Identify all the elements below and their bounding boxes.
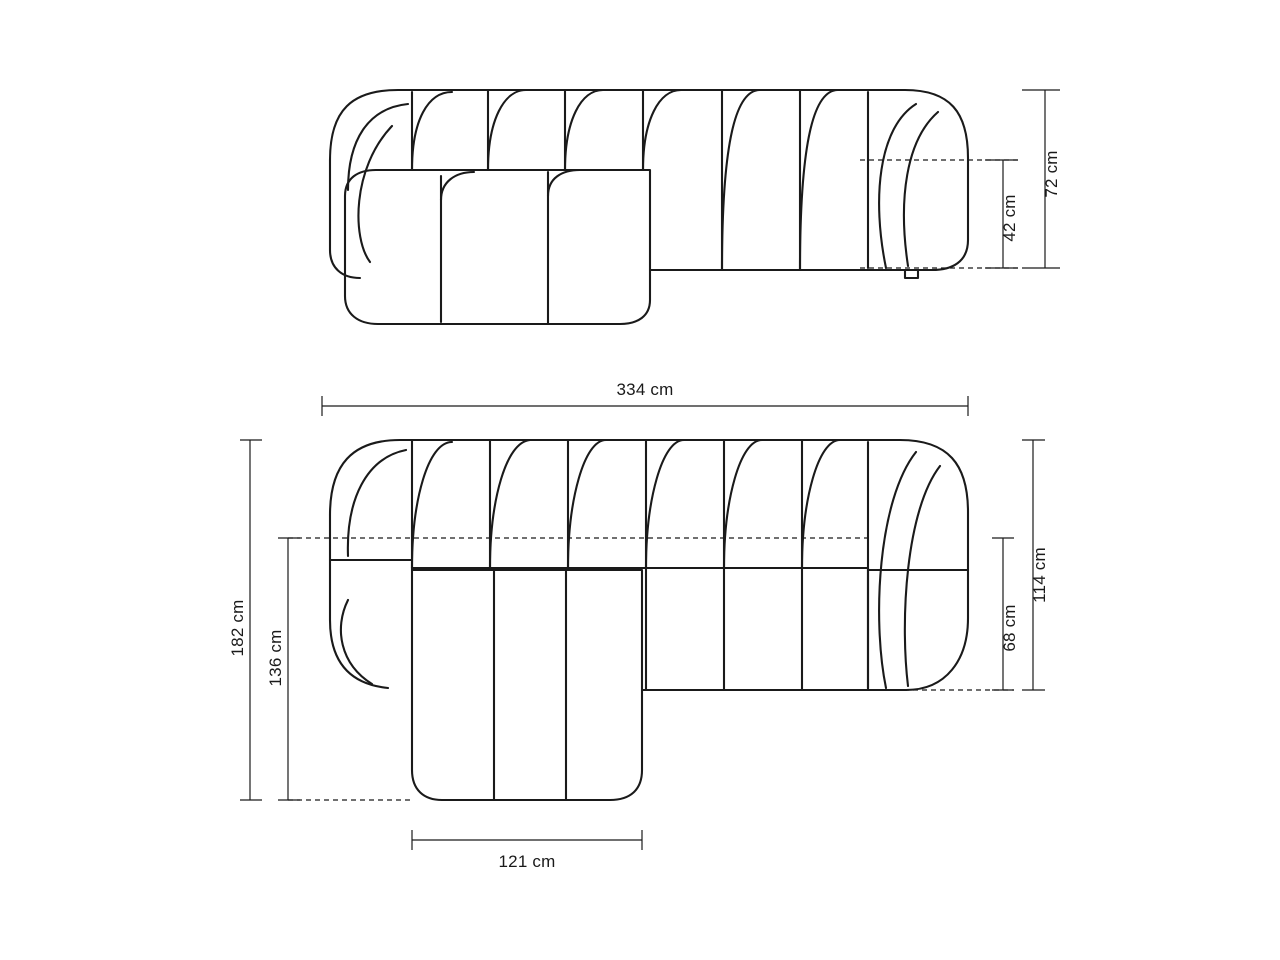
dimension-label-width-total: 334 cm — [616, 380, 674, 399]
dimension-label-depth-main: 114 cm — [1030, 547, 1049, 603]
dimension-label-height-total: 72 cm — [1042, 150, 1061, 198]
dimension-label-depth-seat: 68 cm — [1000, 604, 1019, 652]
dimension-label-depth-chaise: 136 cm — [266, 629, 285, 687]
dimension-label-height-seat: 42 cm — [1000, 194, 1019, 242]
dimension-label-width-chaise: 121 cm — [498, 852, 556, 871]
top-plan-view — [330, 440, 968, 800]
front-elevation-view — [330, 90, 968, 324]
dimension-label-depth-total: 182 cm — [228, 599, 247, 657]
